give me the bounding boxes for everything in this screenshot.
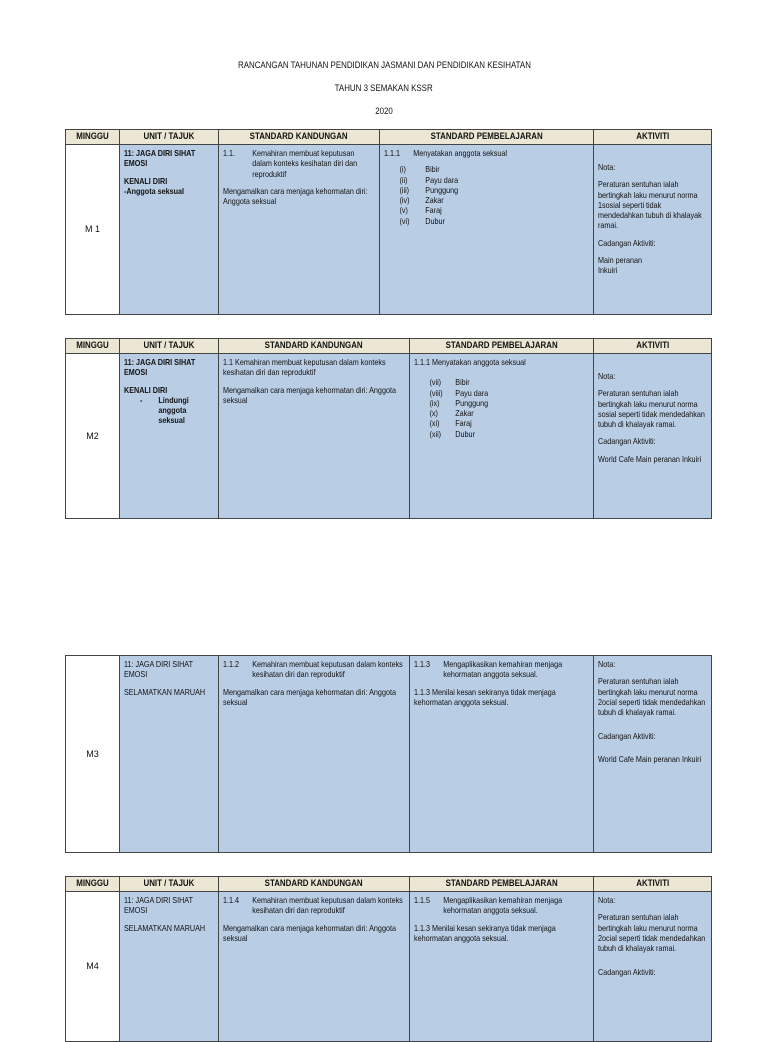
col-minggu: MINGGU [66, 339, 120, 354]
list-item: (vi) Dubur [399, 215, 445, 226]
nota-text: Peraturan sentuhan ialah bertingkah laku menurut norma sosial seperti tidak mendedahkan tubuh di khalayak ramai. [598, 388, 705, 429]
unit-dash: - [139, 394, 143, 405]
aktiviti-cell [594, 354, 712, 519]
sk-text: Kemahiran membuat keputusan dalam konteks kesihatan diri dan reproduktif [252, 895, 403, 916]
week-cell: M4 [66, 892, 120, 1042]
anggota-list [429, 377, 588, 439]
standard-pembelajaran-cell [410, 892, 594, 1042]
nota-label: Nota: [598, 162, 616, 172]
list-item: (x) Zakar [429, 408, 474, 418]
week-table-m1 [65, 129, 712, 315]
standard-kandungan-cell [219, 892, 410, 1042]
activity-item: World Cafe Main peranan Inkuiri [598, 453, 702, 464]
unit-title: 11: JAGA DIRI SIHAT EMOSI [124, 148, 196, 169]
sp-text: Menyatakan anggota seksual [413, 148, 507, 158]
list-item: (viii) Payu dara [429, 387, 489, 398]
week-table-m4 [65, 876, 712, 1042]
table-header-row [66, 130, 712, 145]
col-standard-pembelajaran: STANDARD PEMBELAJARAN [410, 339, 594, 354]
standard-kandungan-cell [219, 656, 410, 853]
col-unit-tajuk: UNIT / TAJUK [120, 339, 219, 354]
nota-label: Nota: [598, 895, 616, 905]
col-standard-pembelajaran: STANDARD PEMBELAJARAN [380, 130, 594, 145]
sp-number: 1.1.1 [384, 148, 401, 158]
aktiviti-cell [594, 145, 712, 315]
standard-kandungan-cell [219, 145, 380, 315]
unit-title: 11: JAGA DIRI SIHAT EMOSI [124, 895, 193, 916]
sk-extra: Mengamalkan cara menjaga kehormatan diri: Anggota seksual [223, 384, 396, 405]
list-item: (iii) Punggung [399, 184, 459, 195]
unit-subtitle: KENALI DIRI [124, 384, 168, 395]
list-item: (ix) Punggung [429, 397, 489, 408]
list-item: (xi) Faraj [429, 418, 472, 429]
sk-number: 1.1.2 [223, 659, 240, 669]
col-aktiviti: AKTIVITI [594, 339, 712, 354]
col-standard-kandungan: STANDARD KANDUNGAN [219, 339, 410, 354]
aktiviti-cell [594, 892, 712, 1042]
cadangan-label: Cadangan Aktiviti: [598, 237, 656, 248]
list-item: (i) Bibir [399, 164, 440, 175]
sp-extra: 1.1.3 Menilai kesan sekiranya tidak menjaga kehormatan anggota seksual. [414, 922, 556, 943]
col-aktiviti: AKTIVITI [594, 130, 712, 145]
aktiviti-cell [594, 656, 712, 853]
sk-text: Kemahiran membuat keputusan dalam konteks kesihatan diri dan reproduktif [252, 148, 358, 179]
document-title: RANCANGAN TAHUNAN PENDIDIKAN JASMANI DAN PENDIDIKAN KESIHATAN [237, 60, 531, 70]
sp-number: 1.1.3 [414, 659, 431, 669]
col-standard-kandungan: STANDARD KANDUNGAN [219, 130, 380, 145]
col-unit-tajuk: UNIT / TAJUK [120, 130, 219, 145]
list-item: (xii) Dubur [429, 428, 475, 439]
sk-text: 1.1 Kemahiran membuat keputusan dalam konteks kesihatan diri dan reproduktif [223, 357, 386, 378]
nota-label: Nota: [598, 659, 616, 669]
activity-item: World Cafe Main peranan Inkuiri [598, 753, 702, 764]
nota-label: Nota: [598, 371, 616, 381]
sk-extra: Mengamalkan cara menjaga kehormatan diri: Anggota seksual [223, 922, 396, 943]
sk-extra: Mengamalkan cara menjaga kehormatan diri: Anggota seksual [223, 185, 368, 206]
standard-pembelajaran-cell [410, 656, 594, 853]
sk-number: 1.1.4 [223, 895, 240, 905]
sp-number: 1.1.5 [414, 895, 431, 905]
document-year: 2020 [375, 106, 393, 116]
unit-cell [120, 354, 219, 519]
cadangan-label: Cadangan Aktiviti: [598, 967, 656, 978]
list-item: (ii) Payu dara [399, 174, 459, 185]
activity-item: Inkuiri [598, 265, 618, 275]
sk-text: Kemahiran membuat keputusan dalam konteks kesihatan diri dan reproduktif [252, 659, 403, 680]
cadangan-label: Cadangan Aktiviti: [598, 436, 656, 447]
table-row [66, 145, 712, 315]
col-unit-tajuk: UNIT / TAJUK [120, 877, 219, 892]
list-item: (vii) Bibir [429, 377, 470, 388]
table-row [66, 892, 712, 1042]
unit-title: 11: JAGA DIRI SIHAT EMOSI [124, 357, 196, 378]
sp-text: 1.1.1 Menyatakan anggota seksual [414, 357, 526, 367]
week-cell: M2 [66, 354, 120, 519]
col-aktiviti: AKTIVITI [594, 877, 712, 892]
sk-extra: Mengamalkan cara menjaga kehormatan diri: Anggota seksual [223, 686, 396, 707]
sp-extra: 1.1.3 Menilai kesan sekiranya tidak menjaga kehormatan anggota seksual. [414, 686, 556, 707]
table-row [66, 656, 712, 853]
week-table-m3 [65, 655, 712, 853]
col-minggu: MINGGU [66, 130, 120, 145]
unit-title: 11: JAGA DIRI SIHAT EMOSI [124, 659, 193, 680]
table-row [66, 354, 712, 519]
nota-text: Peraturan sentuhan ialah bertingkah laku menurut norma 1sosial seperti tidak mendedahkan tubuh di khalayak ramai. [598, 179, 702, 231]
sp-text: Mengaplikasikan kemahiran menjaga kehormatan anggota seksual. [443, 659, 563, 680]
col-standard-pembelajaran: STANDARD PEMBELAJARAN [410, 877, 594, 892]
anggota-list [399, 164, 588, 226]
unit-cell [120, 892, 219, 1042]
list-item: (v) Faraj [399, 205, 442, 216]
activity-item: Main peranan [598, 254, 643, 265]
list-item: (iv) Zakar [399, 195, 444, 205]
standard-pembelajaran-cell [410, 354, 594, 519]
nota-text: Peraturan sentuhan ialah bertingkah laku menurut norma 2ocial seperti tidak mendedahkan tubuh di khalayak ramai. [598, 912, 706, 953]
col-minggu: MINGGU [66, 877, 120, 892]
unit-subtitle: SELAMATKAN MARUAH [124, 922, 206, 933]
document-subtitle: TAHUN 3 SEMAKAN KSSR [334, 83, 433, 93]
cadangan-label: Cadangan Aktiviti: [598, 731, 656, 742]
week-cell: M3 [66, 656, 120, 853]
unit-cell [120, 656, 219, 853]
table-header-row [66, 877, 712, 892]
col-standard-kandungan: STANDARD KANDUNGAN [219, 877, 410, 892]
standard-pembelajaran-cell [380, 145, 594, 315]
sp-text: Mengaplikasikan kemahiran menjaga kehormatan anggota seksual. [443, 895, 563, 916]
unit-cell [120, 145, 219, 315]
unit-subtitle: SELAMATKAN MARUAH [124, 686, 206, 697]
table-header-row [66, 339, 712, 354]
unit-topic: -Anggota seksual [124, 185, 185, 196]
unit-subtitle: KENALI DIRI [124, 175, 168, 186]
unit-topic: Lindungi anggota seksual [158, 394, 189, 426]
week-cell: M 1 [66, 145, 120, 315]
nota-text: Peraturan sentuhan ialah bertingkah laku menurut norma 2ocial seperti tidak mendedahkan tubuh di khalayak ramai. [598, 676, 706, 717]
week-table-m2 [65, 338, 712, 519]
standard-kandungan-cell [219, 354, 410, 519]
sk-number: 1.1. [223, 148, 236, 158]
